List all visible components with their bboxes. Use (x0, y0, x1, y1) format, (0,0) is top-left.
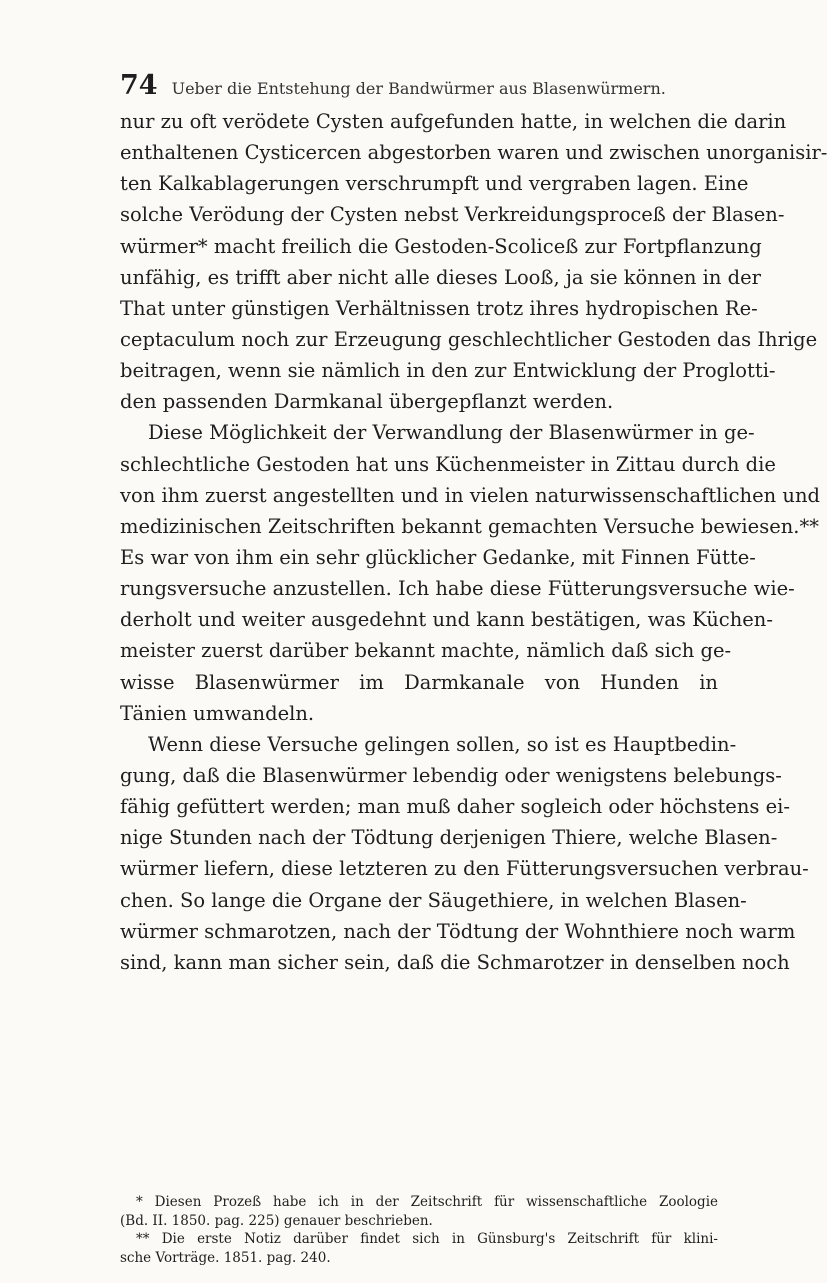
text-line: chen. So lange die Organe der Säugethiere, in welchen Blasen- (120, 888, 747, 912)
footnotes (120, 1193, 718, 1267)
text-line: solche Verödung der Cysten nebst Verkreidungsproceß der Blasen- (120, 203, 785, 227)
text-line: Tänien umwandeln. (120, 701, 315, 725)
footnote-line: sche Vorträge. 1851. pag. 240. (120, 1249, 331, 1266)
text-line: schlechtliche Gestoden hat uns Küchenmeister in Zittau durch die (120, 452, 776, 476)
footnote-line: * Diesen Prozeß habe ich in der Zeitschrift für wissenschaftliche Zoologie (136, 1194, 718, 1210)
text-line: von ihm zuerst angestellten und in vielen naturwissenschaftlichen und (120, 483, 821, 507)
text-line: That unter günstigen Verhältnissen trotz ihres hydropischen Re- (120, 296, 758, 320)
text-line: ceptaculum noch zur Erzeugung geschlechtlicher Gestoden das Ihrige (120, 327, 818, 351)
footnote-line: ** Die erste Notiz darüber findet sich in Günsburg's Zeitschrift für klini- (136, 1231, 718, 1247)
body-text (120, 106, 827, 978)
running-title: Ueber die Entstehung der Bandwürmer aus Blasenwürmern. (171, 79, 666, 98)
text-line: würmer* macht freilich die Gestoden-Scoliceß zur Fortpflanzung (120, 234, 762, 258)
text-line: nur zu oft verödete Cysten aufgefunden hatte, in welchen die darin (120, 110, 787, 133)
page-number: 74 (120, 70, 158, 101)
text-line: nige Stunden nach der Tödtung derjenigen Thiere, welche Blasen- (120, 826, 778, 850)
text-line: Es war von ihm ein sehr glücklicher Gedanke, mit Finnen Fütte- (120, 545, 756, 569)
text-line: gung, daß die Blasenwürmer lebendig oder wenigstens belebungs- (120, 763, 782, 787)
text-line: meister zuerst darüber bekannt machte, nämlich daß sich ge- (120, 639, 732, 663)
text-line: fähig gefüttert werden; man muß daher sogleich oder höchstens ei- (120, 795, 790, 819)
footnote-line: (Bd. II. 1850. pag. 225) genauer beschrieben. (120, 1212, 433, 1229)
text-line: rungsversuche anzustellen. Ich habe diese Fütterungsversuche wie- (120, 577, 795, 601)
text-line: ten Kalkablagerungen verschrumpft und vergraben lagen. Eine (120, 172, 749, 196)
text-line: medizinischen Zeitschriften bekannt gemachten Versuche bewiesen.** (120, 514, 820, 538)
text-line: den passenden Darmkanal übergepflanzt werden. (120, 390, 614, 414)
text-line: derholt und weiter ausgedehnt und kann bestätigen, was Küchen- (120, 608, 773, 632)
text-line: Diese Möglichkeit der Verwandlung der Blasenwürmer in ge- (148, 421, 755, 445)
text-line: wisse Blasenwürmer im Darmkanale von Hunden in (120, 670, 718, 694)
text-line: enthaltenen Cysticercen abgestorben waren und zwischen unorganisir- (120, 141, 827, 165)
text-line: würmer schmarotzen, nach der Tödtung der Wohnthiere noch warm (120, 919, 796, 943)
text-line: Wenn diese Versuche gelingen sollen, so ist es Hauptbedin- (148, 732, 737, 756)
text-line: unfähig, es trifft aber nicht alle dieses Looß, ja sie können in der (120, 265, 762, 289)
text-line: würmer liefern, diese letzteren zu den Fütterungsversuchen verbrau- (120, 857, 809, 881)
page-header (120, 70, 720, 101)
text-line: sind, kann man sicher sein, daß die Schmarotzer in denselben noch (120, 950, 790, 974)
text-line: beitragen, wenn sie nämlich in den zur Entwicklung der Proglotti- (120, 359, 776, 383)
